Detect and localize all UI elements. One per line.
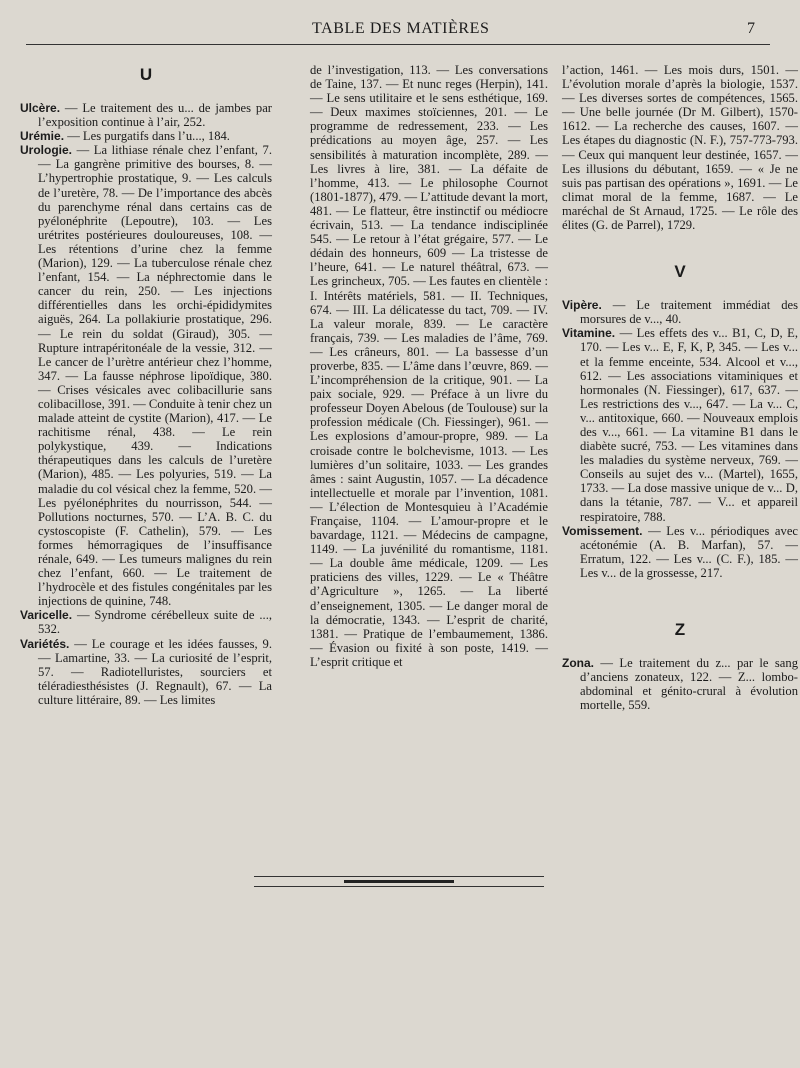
column-1	[20, 63, 272, 707]
entry-text-uremie: — Les purgatifs dans l’u..., 184.	[67, 129, 230, 144]
column-2	[310, 63, 548, 669]
entry-ulcere	[20, 101, 272, 129]
running-head	[0, 20, 800, 40]
entry-uremie	[20, 129, 272, 143]
section-letter-u: U	[139, 65, 153, 84]
page-number: 7	[747, 20, 755, 37]
entry-vomissement	[562, 524, 798, 580]
headword-zona: Zona.	[562, 656, 594, 670]
column-3	[562, 63, 798, 712]
entry-urologie	[20, 143, 272, 608]
entry-text-vomissement: — Les v... périodiques avec acétonémie (A. B. Marfan), 57. — Erratum, 122. — Les v... (C. F.), 185. — Les v... de la grossesse, 217.	[580, 523, 798, 580]
running-title: TABLE DES MATIÈRES	[312, 20, 490, 37]
entry-vitamine	[562, 326, 798, 523]
end-rule-top	[254, 876, 544, 877]
entry-text-vipere: — Le traitement immédiat des morsures de v..., 40.	[580, 298, 798, 327]
end-rule-bottom	[254, 886, 544, 887]
section-letter-z: Z	[674, 620, 686, 639]
entry-continuation-varietes: de l’investigation, 113. — Les conversations de Taine, 137. — Et nunc reges (Herpin), 141. — Le sens utilitaire et le sens esthétique, 169. — Deux maximes stoïciennes, 201. — Le programme de redressement, 233. — Les prédications au moyen âge, 257. — Les sensibilités à maturation incomplète, 289. — Les livres à lire, 381. — La défaite de l’homme, 413. — Le philosophe Cournot (1801-1877), 479. — L’attitude devant la mort, 481. — Le flatteur, être instinctif ou médiocre écrivain, 513. — La tendance indisciplinée 545. — Le retour à l’état grégaire, 577. — Le dédain des honneurs, 609 — La tristesse de l’heure, 641. — Le naturel théâtral, 673. — Les grincheux, 705. — Les fautes en clientèle : I. Intérêts matériels, 581. — II. Techniques, 674. — III. La délicatesse du tact, 709. — IV. La valeur morale, 839. — Le caractère français, 739. — Les maladies de l’âme, 769. — Les crâneurs, 801. — La bassesse d’un proverbe, 835. — L’âme dans l’œuvre, 869. — L’incompréhension de la critique, 901. — La paix sociale, 929. — Préface à un livre du professeur Doyen Abelous (de Toulouse) sur la profession médicale (Ch. Fiessinger), 961. — Les explosions d’amour-propre, 989. — La croisade contre le bolchevisme, 1013. — Les lumières d’un solitaire, 1033. — Les grandes âmes : saint Augustin, 1057. — La décadence intellectuelle et morale par l’invention, 1081. — L’élection de Montesquieu à l’Académie Française, 1104. — L’amour-propre et le bavardage, 1121. — Médecins de campagne, 1149. — La juvénilité du romantisme, 1181. — La double âme médicale, 1209. — Les praticiens des villes, 1229. — Le « Théâtre d’Agriculture », 1265. — La liberté d’enseignement, 1305. — Le danger moral de la démocratie, 1343. — L’esprit de charité, 1381. — Pratique de l’embaumement, 1386. — Évasion ou fixité à son poste, 1419. — L’esprit critique et	[310, 63, 548, 669]
headword-urologie: Urologie.	[20, 143, 73, 158]
headword-vitamine: Vitamine.	[562, 326, 616, 341]
end-ornament-rules	[254, 876, 544, 888]
entry-continuation-varietes-end: l’action, 1461. — Les mois durs, 1501. — L’évolution morale d’après la biologie, 1537. — Les diverses sortes de compétences, 1565. — Une belle journée (Dr M. Gilbert), 1570-1612. — La recherche des causes, 1607. — Les étapes du diagnostic (N. F.), 757-773-793. — Ceux qui manquent leur destinée, 1657. — Les illusions du débutant, 1659. — « Je ne suis pas partisan des opérations », 1691. — Le climat moral de la femme, 1687. — Le maréchal de St Arnaud, 1725. — Le rôle des élites (G. de Parrel), 1729.	[562, 63, 798, 233]
entry-text-varicelle: — Syndrome cérébelleux suite de ..., 532.	[38, 608, 272, 637]
entry-zona	[562, 656, 798, 712]
headword-vipere: Vipère.	[562, 298, 602, 313]
section-letter-v: V	[674, 262, 686, 282]
entry-text-zona: — Le traitement du z... par le sang d’anciens zonateux, 122. — Z... lombo-abdominal et génito-crural à évolution mortelle, 559.	[580, 656, 798, 713]
headword-varietes: Variétés.	[20, 636, 70, 651]
headword-varicelle: Varicelle.	[20, 608, 73, 623]
entry-varicelle	[20, 608, 272, 636]
header-rule	[26, 44, 770, 45]
entry-text-urologie: — La lithiase rénale chez l’enfant, 7. — La gangrène primitive des bourses, 8. — L’hypertrophie prostatique, 9. — Les calculs de l’uretère, 78. — De l’importance des abcès du parenchyme rénal dans certains cas de pyélonéphrite (Lepoutre), 103. — Les urétrites postérieures douloureuses, 108. — Les rétentions d’urine chez la femme (Marion), 129. — La tuberculose rénale chez l’enfant, 154. — La néphrectomie dans le cancer du rein, 250. — Les injections différentielles dans les orchi-épididymites aiguës, 264. La pollakiurie prostatique, 296. — Le rein du soldat (Giraud), 305. — Rupture intrapéritonéale de la vessie, 312. — Le cancer de l’urètre antérieur chez l’homme, 347. — La fausse néphrose lipoïdique, 380. — Crises vésicales avec colibacillurie sans colibacillose, 391. — Conduite à tenir chez un malade atteint de cystite (Marion), 417. — Le rachitisme rénal, 438. — Le rein polykystique, 439. — Indications thérapeutiques dans les calculs de l’uretère (Marion), 485. — Les polyuries, 519. — La maladie du col vésical chez la femme, 520. — Les pyélonéphrites du nourrisson, 544. — Pollutions nocturnes, 570. — L’A. B. C. du cystoscopiste (F. Cathelin), 579. — Les formes hémorragiques de l’insuffisance rénale, 649. — Les tumeurs malignes du rein chez l’enfant, 660. — Le traitement de l’hydrocèle et des fistules congénitales par les injections de quinine, 748.	[38, 143, 272, 609]
entry-text-varietes: — Le courage et les idées fausses, 9. — Lamartine, 33. — La curiosité de l’esprit, 57. — Radiotelluristes, sourciers et téléradiesthésistes (J. Regnault), 67. — La culture littéraire, 89. — Les limites	[38, 636, 272, 707]
entry-varietes	[20, 637, 272, 707]
entry-text-vitamine: — Les effets des v... B1, C, D, E, 170. — Les v... E, F, K, P, 345. — Les v... et la femme enceinte, 534. Alcool et v..., 612. — Les associations vitaminiques et hormonales (N. Fiessinger), 617, 637. — Les restrictions des v..., 647. — La v... C, v... antitoxique, 660. — Nouveaux emplois des v..., 661. — La vitamine B1 dans le diabète sucré, 753. — Les vitamines dans les maladies du système nerveux, 769. — Conseils au sujet des v... (Martel), 1655, 1733. — La dose massive unique de v... D, dans la tétanie, 787. — V... et appareil respiratoire, 788.	[580, 326, 798, 524]
entry-vipere	[562, 298, 798, 326]
headword-uremie: Urémie.	[20, 129, 65, 144]
entry-text-ulcere: — Le traitement des u... de jambes par l’exposition continue à l’air, 252.	[38, 101, 272, 130]
headword-vomissement: Vomissement.	[562, 523, 643, 538]
end-rule-thick	[344, 880, 454, 883]
headword-ulcere: Ulcère.	[20, 101, 61, 115]
